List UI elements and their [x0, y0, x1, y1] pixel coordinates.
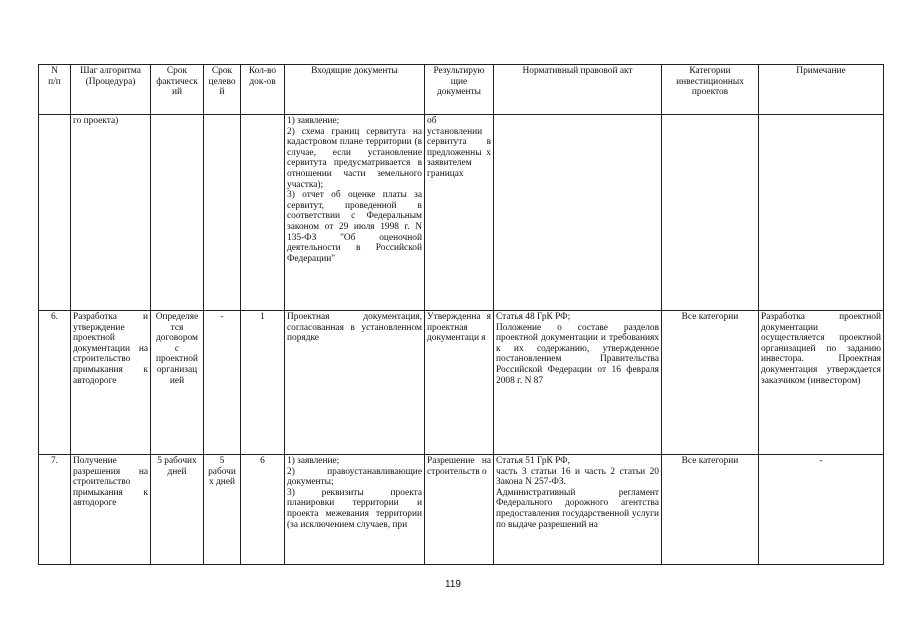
header-actual-term: Срок фактическ ий: [151, 65, 204, 115]
row-legal-act: Статья 48 ГрК РФ; Положение о составе разделов проектной документации и требованиях к их содержанию, утвержденное постановлением Правительства Российской Федерации от 16 февраля 2008 г. N 87: [494, 311, 662, 455]
row-actual-term: [151, 115, 204, 311]
row-num: 7.: [39, 455, 71, 565]
row-category: [662, 115, 759, 311]
row-note: [759, 115, 884, 311]
header-step: Шаг алгоритма (Процедура): [71, 65, 151, 115]
row-doc-count: [241, 115, 285, 311]
header-result-docs: Результирую щие документы: [425, 65, 494, 115]
row-num: 6.: [39, 311, 71, 455]
row-doc-count: 6: [241, 455, 285, 565]
header-legal-act: Нормативный правовой акт: [494, 65, 662, 115]
row-target-term: -: [204, 311, 241, 455]
row-category: Все категории: [662, 455, 759, 565]
row-input-docs: 1) заявление; 2) схема границ сервитута на кадастровом плане территории (в случае, если установление сервитута предусматривается в отношении части земельного участка); 3) отчет об оценке платы за сервитут, проведенной в соответствии с Федеральным законом от 29 июля 1998 г. N 135-ФЗ "Об оценочной деятельности в Российской Федерации": [285, 115, 425, 311]
row-actual-term: Определяе тся договором с проектной организац ией: [151, 311, 204, 455]
row-step: го проекта): [71, 115, 151, 311]
header-num: N п/п: [39, 65, 71, 115]
table-header-row: [39, 65, 884, 115]
row-actual-term: 5 рабочих дней: [151, 455, 204, 565]
header-input-docs: Входящие документы: [285, 65, 425, 115]
row-target-term: [204, 115, 241, 311]
row-category: Все категории: [662, 311, 759, 455]
table-row: [39, 455, 884, 565]
table-row: [39, 115, 884, 311]
row-doc-count: 1: [241, 311, 285, 455]
header-note: Примечание: [759, 65, 884, 115]
row-result-docs: об установлении сервитута в предложенны х заявителем границах: [425, 115, 494, 311]
row-legal-act: [494, 115, 662, 311]
row-note: Разработка проектной документации осуществляется проектной организацией по заданию инвестора. Проектная документация утверждается заказчиком (инвестором): [759, 311, 884, 455]
page-number: 119: [445, 579, 461, 590]
row-note: -: [759, 455, 884, 565]
header-target-term: Срок целево й: [204, 65, 241, 115]
row-num: [39, 115, 71, 311]
row-legal-act: Статья 51 ГрК РФ, часть 3 статьи 16 и часть 2 статьи 20 Закона N 257-ФЗ. Административный регламент Федерального дорожного агентства предоставления государственной услуги по выдаче разрешений на: [494, 455, 662, 565]
row-step: Разработка и утверждение проектной документации на строительство примыкания к автодороге: [71, 311, 151, 455]
table-row: [39, 311, 884, 455]
row-target-term: 5 рабочи х дней: [204, 455, 241, 565]
row-step: Получение разрешения на строительство примыкания к автодороге: [71, 455, 151, 565]
row-result-docs: Утвержденна я проектная документаци я: [425, 311, 494, 455]
row-input-docs: 1) заявление; 2) правоустанавливающие документы; 3) реквизиты проекта планировки территории и проекта межевания территории (за исключением случаев, при: [285, 455, 425, 565]
row-input-docs: Проектная документация, согласованная в установленном порядке: [285, 311, 425, 455]
procedure-table: [38, 64, 884, 565]
header-category: Категории инвестиционных проектов: [662, 65, 759, 115]
header-doc-count: Кол-во док-ов: [241, 65, 285, 115]
row-result-docs: Разрешение на строительств о: [425, 455, 494, 565]
